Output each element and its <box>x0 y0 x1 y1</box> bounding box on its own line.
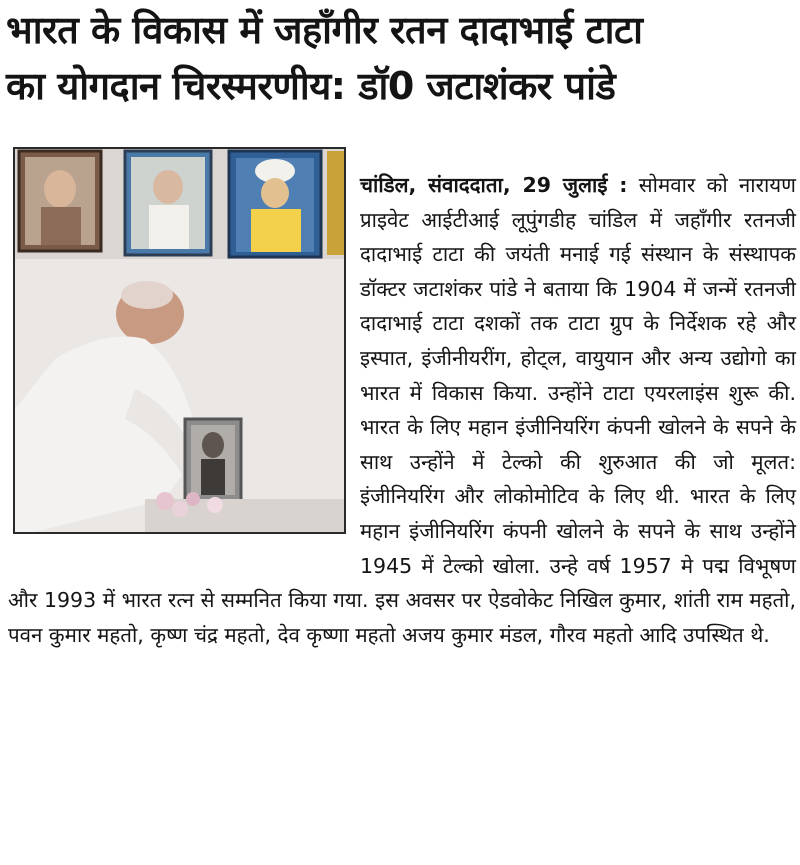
dateline: चांडिल, संवाददाता, 29 जुलाई : <box>360 173 628 197</box>
headline <box>6 2 796 114</box>
photo-space <box>8 168 360 561</box>
headline-line-2: का योगदान चिरस्मरणीय: डॉ0 जटाशंकर पांडे <box>6 64 616 108</box>
article-body <box>8 168 796 652</box>
headline-line-1: भारत के विकास में जहाँगीर रतन दादाभाई टाटा <box>6 8 643 52</box>
article-text: सोमवार को नारायण प्राइवेट आईटीआई लूपुंगडीह चांडिल में जहाँगीर रतनजी दादाभाई टाटा की जयंती मनाई गई संस्थान के संस्थापक डॉक्टर जटाशंकर पांडे ने बताया कि 1904 में जन्में रतनजी दादाभाई टाटा दशकों तक टाटा ग्रुप के निर्देशक रहे और इस्पात, इंजीनीयरींग, होट्ल, वायुयान और अन्य उद्योगो का भारत में विकास किया. उन्होंने टाटा एयरलाइंस शुरू की. भारत के लिए महान इंजीनियरिंग कंपनी खोलने के सपने के साथ उन्होंने में टेल्को की शुरुआत की जो मूलत: इंजीनियरिंग और लोकोमोटिव के लिए थी. भारत के लिए महान इंजीनियरिंग कंपनी खोलने के सपने के साथ उन्होंने 1945 में टेल्को खोला. उन्हे वर्ष 1957 मे पद्म विभूषण और 1993 में भारत रत्न से सम्मनित किया गया. इस अवसर पर ऐडवोकेट निखिल कुमार, शांती राम महतो, पवन कुमार महतो, कृष्ण चंद्र महतो, देव कृष्णा महतो अजय कुमार मंडल, गौरव महतो आदि उपस्थित थे. <box>8 173 796 647</box>
